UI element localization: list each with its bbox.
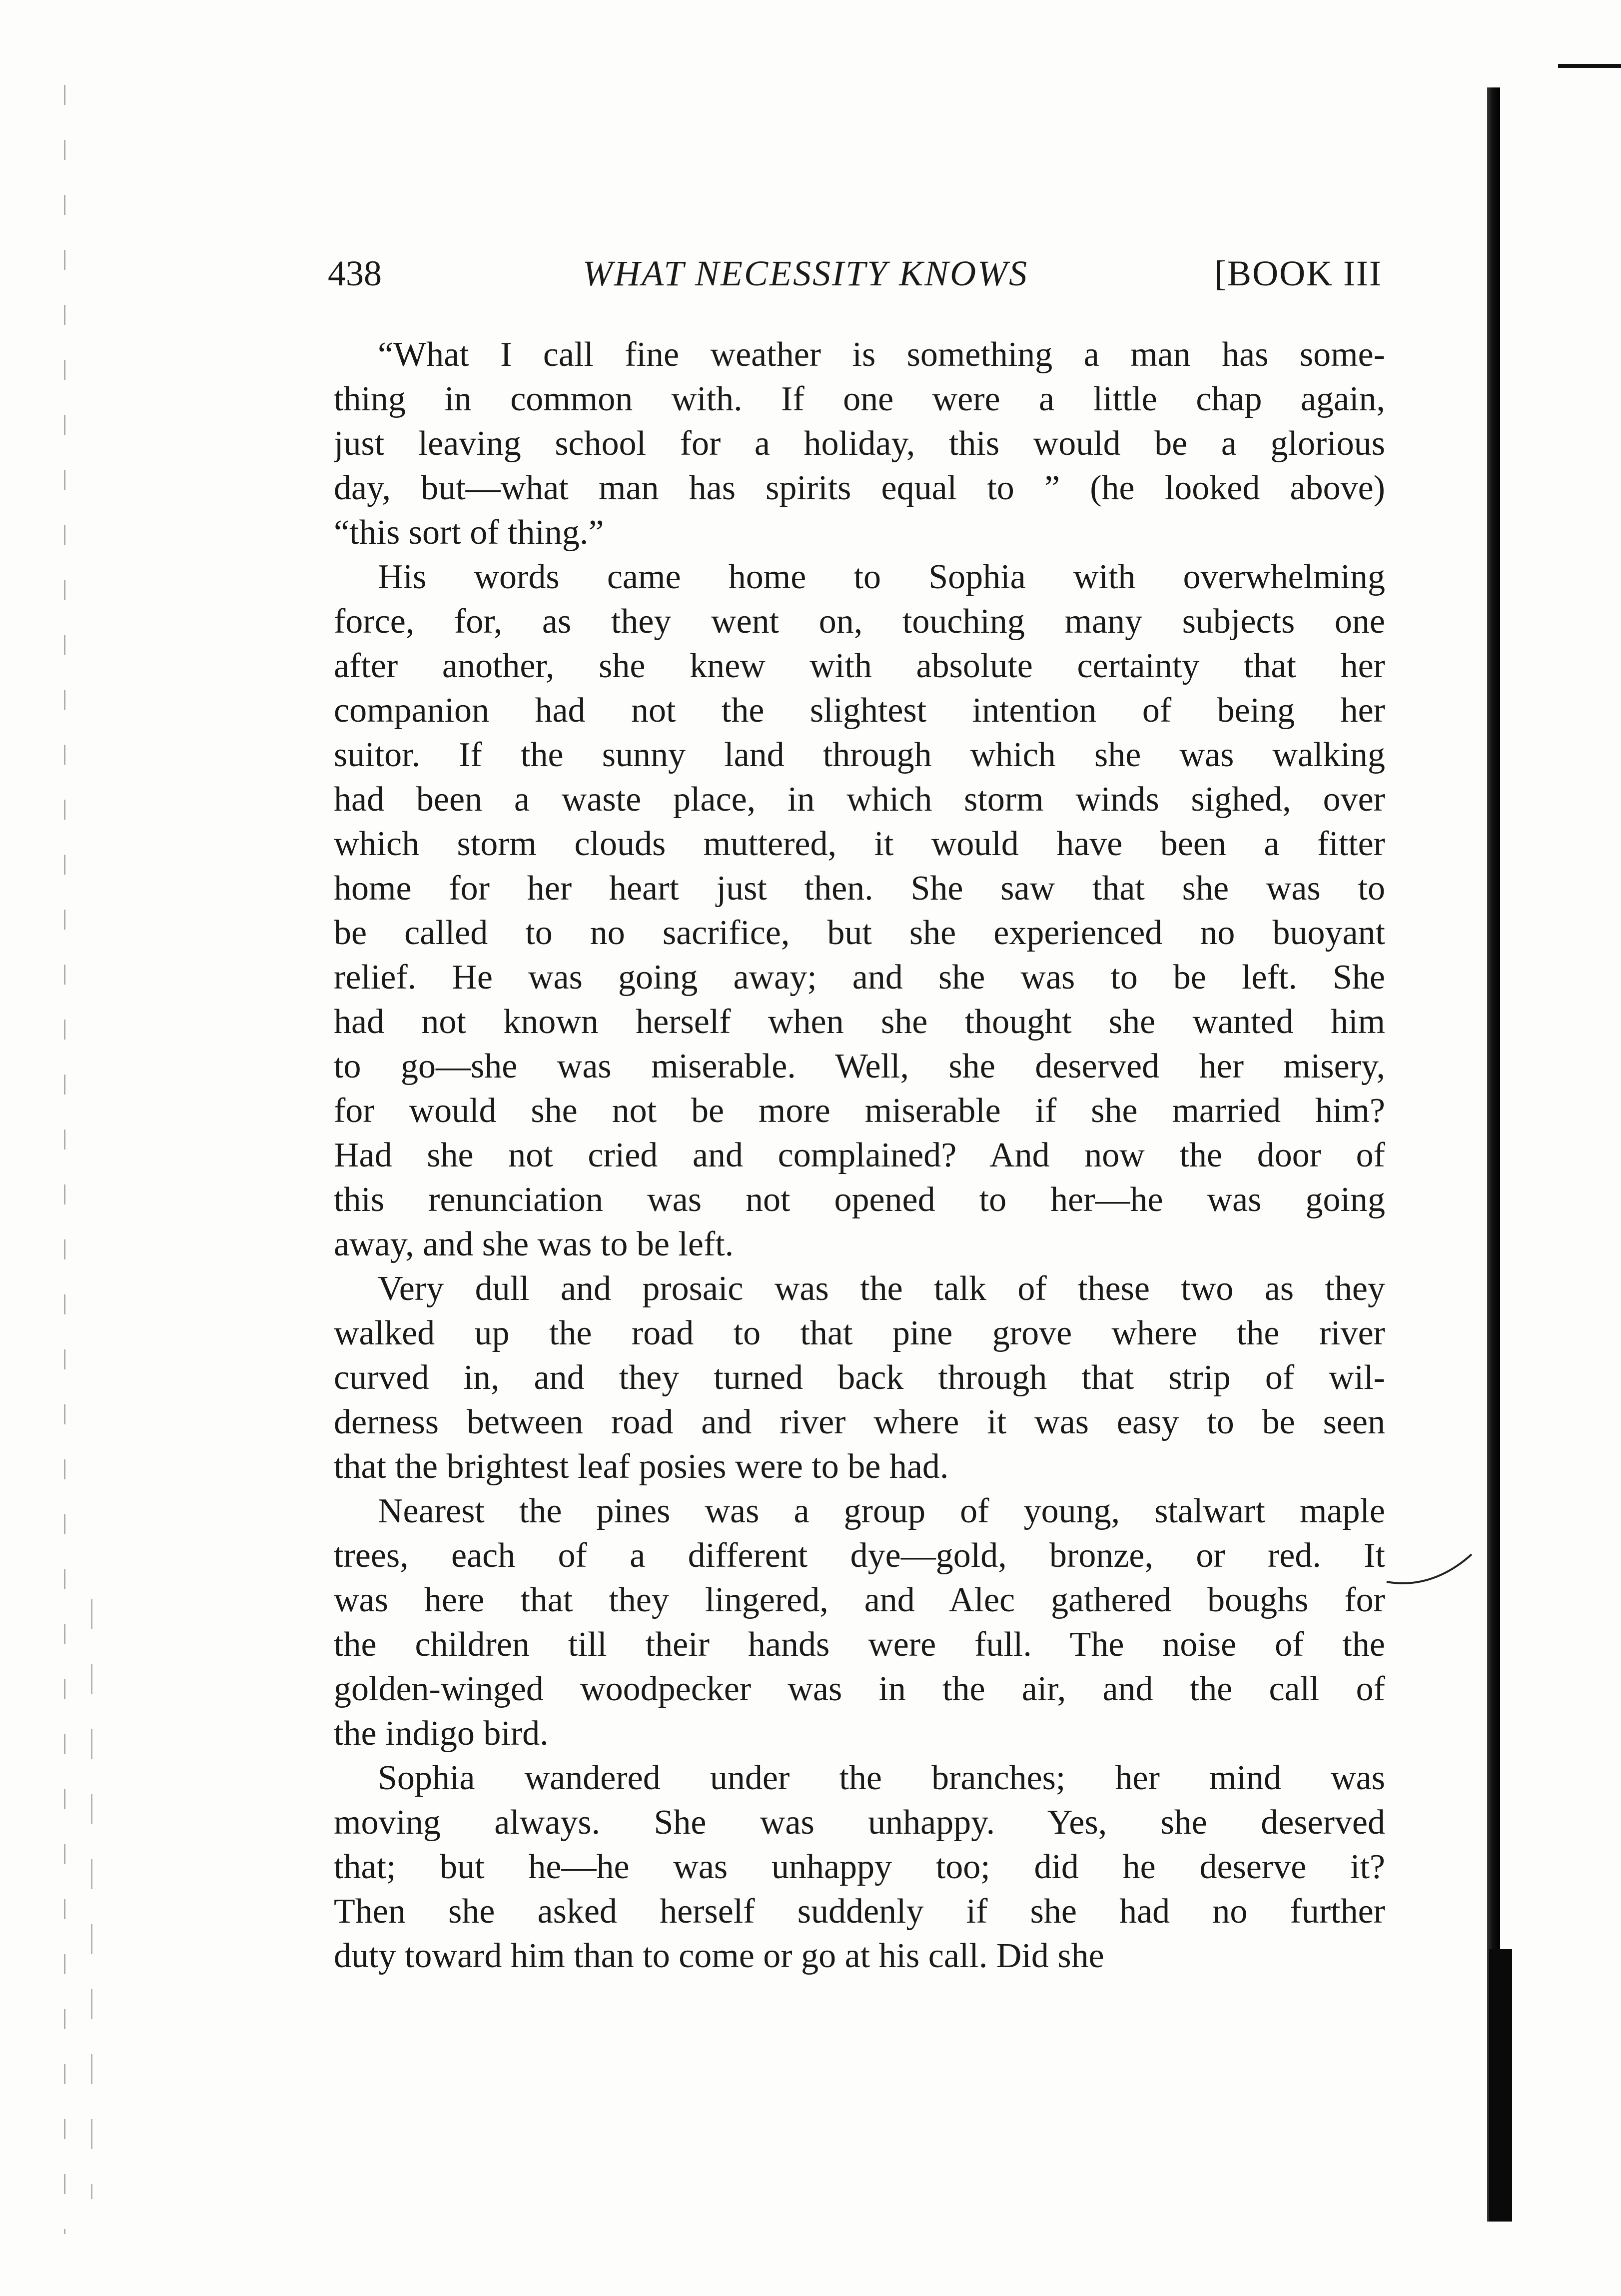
left-page-edge-lower bbox=[91, 1599, 92, 2199]
text-line: for would she not be more miserable if she married him? bbox=[334, 1092, 1385, 1130]
left-page-edge bbox=[64, 85, 65, 2234]
paragraph bbox=[334, 1489, 1385, 1756]
text-line: day, but—what man has spirits equal to ” (he looked above) bbox=[334, 469, 1385, 507]
paragraph bbox=[334, 1756, 1385, 1978]
text-line: walked up the road to that pine grove where the river bbox=[334, 1314, 1385, 1352]
text-line: just leaving school for a holiday, this would be a glorious bbox=[334, 424, 1385, 463]
text-line: “this sort of thing.” bbox=[334, 513, 604, 552]
text-line: moving always. She was unhappy. Yes, she deserved bbox=[334, 1803, 1385, 1842]
text-line: Then she asked herself suddenly if she had no further bbox=[334, 1892, 1385, 1931]
text-line: after another, she knew with absolute certainty that her bbox=[334, 647, 1385, 685]
text-line: “What I call fine weather is something a man has some- bbox=[378, 335, 1385, 374]
paragraph bbox=[334, 332, 1385, 555]
text-line: this renunciation was not opened to her—he was going bbox=[334, 1180, 1385, 1219]
book-label: [BOOK III bbox=[1214, 253, 1382, 293]
text-line: Had she not cried and complained? And now the door of bbox=[334, 1136, 1385, 1174]
text-line: to go—she was miserable. Well, she deserved her misery, bbox=[334, 1047, 1385, 1086]
text-line: home for her heart just then. She saw that she was to bbox=[334, 869, 1385, 908]
text-line: His words came home to Sophia with overwhelming bbox=[378, 558, 1385, 596]
text-line: was here that they lingered, and Alec gathered boughs for bbox=[334, 1581, 1385, 1619]
text-line: be called to no sacrifice, but she experienced no buoyant bbox=[334, 914, 1385, 952]
text-line: away, and she was to be left. bbox=[334, 1225, 734, 1263]
text-line: suitor. If the sunny land through which she was walking bbox=[334, 736, 1385, 774]
binding-shadow bbox=[1487, 87, 1500, 2222]
text-line: thing in common with. If one were a little chap again, bbox=[334, 380, 1385, 418]
text-line: duty toward him than to come or go at his call. Did she bbox=[334, 1937, 1104, 1975]
text-line: trees, each of a different dye—gold, bronze, or red. It bbox=[334, 1536, 1385, 1575]
edge-mark bbox=[1558, 64, 1621, 68]
text-line: had not known herself when she thought she wanted him bbox=[334, 1003, 1385, 1041]
running-title: WHAT NECESSITY KNOWS bbox=[583, 253, 1029, 293]
text-line: companion had not the slightest intention of being her bbox=[334, 691, 1385, 730]
text-line: derness between road and river where it was easy to be seen bbox=[334, 1403, 1385, 1441]
text-line: curved in, and they turned back through that strip of wil- bbox=[334, 1358, 1385, 1397]
text-line: the children till their hands were full. The noise of the bbox=[334, 1625, 1385, 1664]
text-body bbox=[334, 332, 1385, 1978]
text-line: which storm clouds muttered, it would have been a fitter bbox=[334, 825, 1385, 863]
binding-shadow-bottom bbox=[1489, 1949, 1512, 2222]
running-header bbox=[328, 250, 1382, 305]
text-line: relief. He was going away; and she was to be left. She bbox=[334, 958, 1385, 997]
text-line: Very dull and prosaic was the talk of these two as they bbox=[378, 1269, 1385, 1308]
text-line: golden-winged woodpecker was in the air, and the call of bbox=[334, 1670, 1385, 1708]
text-line: that the brightest leaf posies were to be had. bbox=[334, 1447, 949, 1486]
paragraph bbox=[334, 1266, 1385, 1489]
text-line: the indigo bird. bbox=[334, 1714, 549, 1753]
text-line: had been a waste place, in which storm winds sighed, over bbox=[334, 780, 1385, 819]
text-line: Nearest the pines was a group of young, stalwart maple bbox=[378, 1492, 1385, 1530]
text-line: force, for, as they went on, touching many subjects one bbox=[334, 602, 1385, 641]
page-number: 438 bbox=[328, 253, 382, 293]
text-line: Sophia wandered under the branches; her mind was bbox=[378, 1759, 1385, 1797]
text-line: that; but he—he was unhappy too; did he deserve it? bbox=[334, 1848, 1385, 1886]
paragraph bbox=[334, 555, 1385, 1266]
pencil-mark bbox=[1384, 1552, 1474, 1602]
